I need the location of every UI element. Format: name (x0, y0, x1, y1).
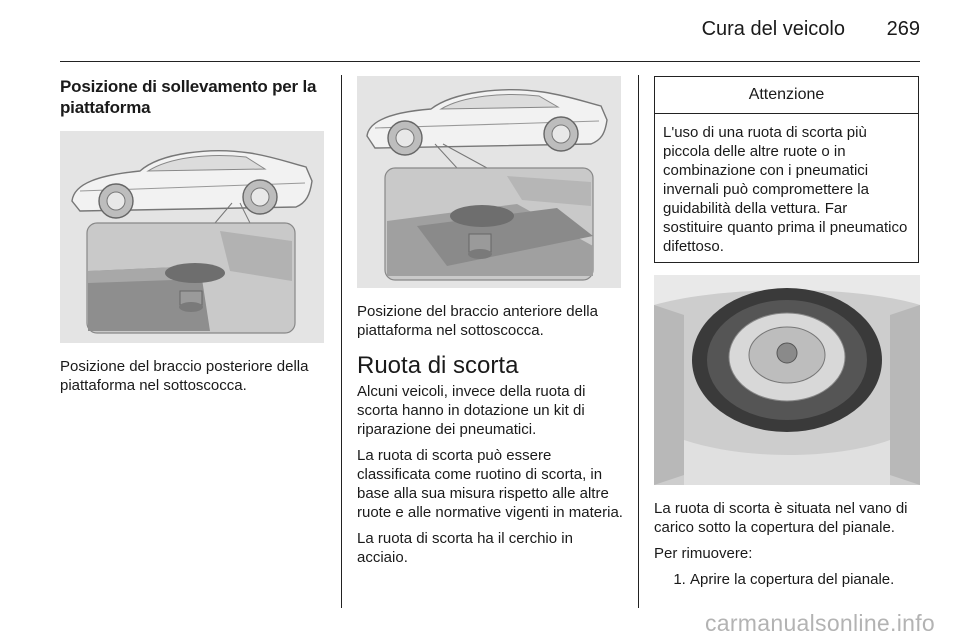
section-heading-large: Ruota di scorta (357, 352, 519, 379)
car-lift-front-illustration (357, 76, 621, 288)
warning-title: Attenzione (655, 77, 918, 114)
column-divider (638, 75, 639, 608)
body-paragraph: Alcuni veicoli, invece della ruota di scorta hanno in dotazione un kit di riparazione dei pneumatici. (357, 383, 586, 438)
list-item: 1. Aprire la copertura del pianale. (690, 570, 920, 589)
body-paragraph: La ruota di scorta è situata nel vano di carico sotto la copertura del pianale. (654, 500, 908, 536)
header-rule (60, 61, 920, 62)
column-left (60, 76, 324, 395)
figure-caption: Posizione del braccio posteriore della piattaforma nel sottoscocca. (60, 358, 309, 394)
body-paragraph: Per rimuovere: (654, 545, 753, 562)
steps-list (654, 570, 920, 589)
column-divider (341, 75, 342, 608)
section-heading: Posizione di sollevamento per la piattaforma (60, 77, 317, 117)
running-header-title: Cura del veicolo (701, 18, 845, 40)
column-right (654, 76, 920, 589)
body-paragraph: La ruota di scorta può essere classificata come ruotino di scorta, in base alla sua misura rispetto alle altre ruote e alle normative vigenti in materia. (357, 447, 623, 521)
watermark: carmanualsonline.info (704, 610, 935, 636)
car-lift-rear-illustration (60, 131, 324, 343)
warning-text: L'uso di una ruota di scorta più piccola delle altre ruote o in combinazione con i pneumatici invernali può compromettere la guidabilità della vettura. Far sostituire quanto prima il pneumatico difettoso. (663, 124, 908, 255)
page-number: 269 (886, 18, 920, 40)
warning-box (654, 76, 919, 263)
spare-wheel-in-trunk-illustration (654, 275, 920, 485)
body-paragraph: La ruota di scorta ha il cerchio in acciaio. (357, 530, 573, 566)
figure-caption: Posizione del braccio anteriore della piattaforma nel sottoscocca. (357, 303, 598, 339)
column-middle (357, 76, 623, 574)
